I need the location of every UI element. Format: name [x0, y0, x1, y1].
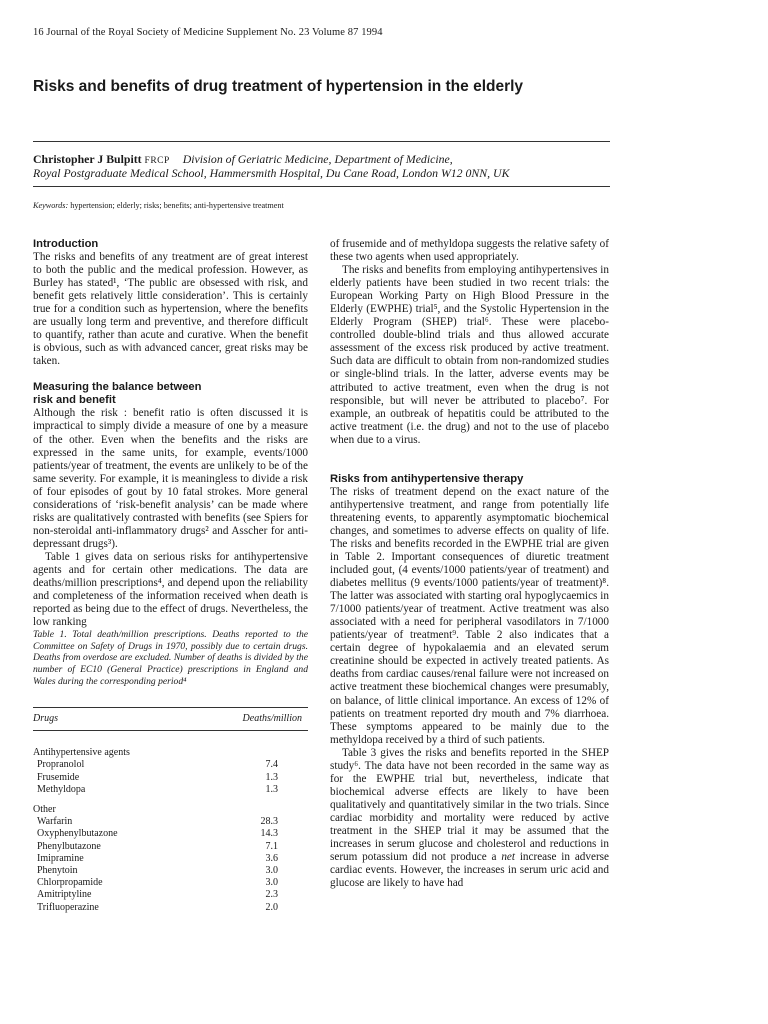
author-qualifications: FRCP: [144, 156, 170, 166]
table1-drug: Trifluoperazine: [37, 901, 99, 913]
introduction-paragraph: The risks and benefits of any treatment are of great interest to both the public and the medical profession. However, as Burley has stated¹, ‘The public are obsessed with risk, and benefit gets relatively little consideration’. This is certainly true for a condition such as hypertension, where the benefits are usually long term and preventive, and therefore difficult to quantify, rather than acute and curative. When the benefit is obvious, such as with advanced cancer, great risks may be taken.: [33, 251, 308, 368]
table1-group-label: Antihypertensive agents: [33, 747, 130, 759]
table1-drug: Phenylbutazone: [37, 840, 101, 852]
table1-drug: Propranolol: [37, 759, 85, 771]
introduction-heading: Introduction: [33, 238, 99, 250]
table1-drug: Oxyphenylbutazone: [37, 828, 118, 840]
table1-drug: Chlorpropamide: [37, 877, 103, 889]
risks-paragraph-1: The risks of treatment depend on the exact nature of the antihypertensive treatment, and range from potentially life threatening events, to apparently asymptomatic biochemical changes, and sometimes to adverse effects on quality of life. The risks and benefits recorded in the EWPHE trial are given in Table 2. Important consequences of diuretic treatment included gout, (4 events/1000 patients/year of treatment) and diabetes mellitus (9 events/1000 patients/year of treatment)⁸. The latter was associated with starting oral hypoglycaemics in 7/1000 patients/year of treatment. Active treatment was also associated with a need for peripheral vasodilators in 7/1000 patients/year of treatment⁹. Table 2 also indicates that a certain degree of hypokalaemia and an elevated serum creatinine should be expected in actively treated patients. As deaths from cardiac causes/renal failure were not increased on active treatment these biochemical changes were presumably, on balance, of little clinical importance. An excess of 12% of patients on treatment reported dry mouth and 7% diarrhoea. These symptoms appeared to be mainly due to the methyldopa received by a third of such patients.: [330, 485, 609, 746]
keywords-label: Keywords:: [33, 201, 69, 210]
table1-header-deaths: Deaths/million: [188, 708, 308, 731]
table-row: [33, 877, 308, 889]
affiliation-line-1: Division of Geriatric Medicine, Department of Medicine,: [182, 152, 453, 166]
running-head: 16 Journal of the Royal Society of Medicine Supplement No. 23 Volume 87 1994: [33, 27, 383, 38]
affiliation-line-2: Royal Postgraduate Medical School, Hammersmith Hospital, Du Cane Road, London W12 0NN, UK: [33, 166, 510, 180]
keywords: [33, 201, 284, 210]
author-name: Christopher J Bulpitt: [33, 152, 142, 166]
table1-value: 3.0: [265, 865, 278, 877]
risks-paragraph-2-emphasis: net: [501, 851, 515, 864]
table-row: [33, 759, 308, 771]
table-row: [33, 841, 308, 853]
table1-drug: Frusemide: [37, 771, 80, 783]
table-row: [33, 772, 308, 784]
keywords-text: hypertension; elderly; risks; benefits; anti-hypertensive treatment: [70, 201, 284, 210]
risks-paragraph-2-part-a: Table 3 gives the risks and benefits reported in the SHEP study⁶. The data have not been recorded in the same way as for the EWPHE trial but, nevertheless, indicate that biochemical adverse effects are likely to have been qualitatively and quantitatively similar in the two trials. Since cardiac morbidity and mortality were reduced by active treatment in the SHEP trial it may be assumed that the increases in serum glucose and cholesterol and reductions in serum potassium did not produce a: [330, 746, 609, 864]
table1-value: 7.4: [265, 759, 278, 771]
measuring-paragraph-1: Although the risk : benefit ratio is often discussed it is impractical to simply divide a measure of one by a measure of the other. Even when the benefits and the risks are expressed in the same units, for example, events/1000 patients/year of treatment, the events are unlikely to be of the same severity. For example, it is meaningless to divide a risk of four episodes of gout by 10 fatal strokes. More general considerations of ‘risk-benefit analysis’ can be made where risks are qualitatively contrasted with benefits (see Spiers for non-steroidal anti-inflammatory drugs² and Asscher for anti-depressant drugs³).: [33, 407, 308, 550]
table1-value: 2.3: [265, 889, 278, 901]
left-column: [33, 238, 308, 914]
table1-drug: Methyldopa: [37, 783, 86, 795]
table-row: [33, 889, 308, 901]
table-row: [33, 902, 308, 914]
table-row: [33, 816, 308, 828]
author-line: [33, 152, 453, 167]
table1-caption: Table 1. Total death/million prescriptions. Deaths reported to the Committee on Safety of Drugs in 1970, possibly due to certain drugs. Deaths from overdose are excluded. Number of deaths is divided by the number of EC10 (General Practice) prescriptions in England and Wales during the corresponding period⁴: [33, 629, 308, 687]
table1-value: 1.3: [265, 771, 278, 783]
right-column: [330, 238, 609, 890]
table1-drug: Imipramine: [37, 852, 84, 864]
table-row: [33, 865, 308, 877]
table-row: [33, 828, 308, 840]
author-rule: [33, 186, 610, 187]
table1-drug: Amitriptyline: [37, 889, 92, 901]
table1-drug: Phenytoin: [37, 865, 78, 877]
table1-value: 7.1: [265, 840, 278, 852]
risks-paragraph-2: [330, 747, 609, 891]
measuring-heading-line-2: risk and benefit: [33, 394, 116, 407]
top-rule: [33, 141, 610, 142]
measuring-paragraph-2: Table 1 gives data on serious risks for antihypertensive agents and for certain other medications. The data are deaths/million prescriptions⁴, and depend upon the reliability and completeness of the information received when death is reported as being due to the effect of drugs. Nevertheless, the low ranking: [33, 550, 308, 629]
table1-value: 14.3: [260, 828, 278, 840]
table1-header-drugs: Drugs: [33, 708, 188, 731]
table1-value: 3.6: [265, 852, 278, 864]
table1-value: 3.0: [265, 877, 278, 889]
measuring-heading: [33, 381, 308, 407]
table1-value: 28.3: [260, 816, 278, 828]
table-row: [33, 784, 308, 796]
risks-paragraph-2-part-b: increase in adverse cardiac events. However, the increases in serum uric acid and glucose are likely to have had: [330, 851, 610, 890]
table1: [33, 707, 308, 914]
article-title: Risks and benefits of drug treatment of hypertension in the elderly: [33, 78, 524, 95]
table-row: [33, 853, 308, 865]
measuring-heading-line-1: Measuring the balance between: [33, 381, 202, 394]
trials-paragraph: The risks and benefits from employing antihypertensives in elderly patients have been studied in two recent trials: the European Working Party on High Blood Pressure in the Elderly (EWPHE) trial⁵, and the Systolic Hypertension in the Elderly Program (SHEP) trial⁶. These were placebo-controlled double-blind trials and thus allowed accurate assessment of the excess risk produced by active treatment. Such data are difficult to obtain from non-randomized studies or single-blind trials. In the latter, adverse events may be attributed to active treatment, even when the drug is not responsible, but will never be attributed to placebo⁷. For example, an outbreak of hepatitis could be attributed to the active treatment (i.e. the drug) and not to the use of placebo when due to a virus.: [330, 264, 609, 446]
continuation-paragraph: of frusemide and of methyldopa suggests the relative safety of these two agents when used appropriately.: [330, 238, 609, 264]
table1-value: 1.3: [265, 783, 278, 795]
risks-heading: Risks from antihypertensive therapy: [330, 472, 524, 485]
table1-value: 2.0: [265, 901, 278, 913]
table1-drug: Warfarin: [37, 816, 73, 828]
table1-group-label: Other: [33, 804, 56, 816]
